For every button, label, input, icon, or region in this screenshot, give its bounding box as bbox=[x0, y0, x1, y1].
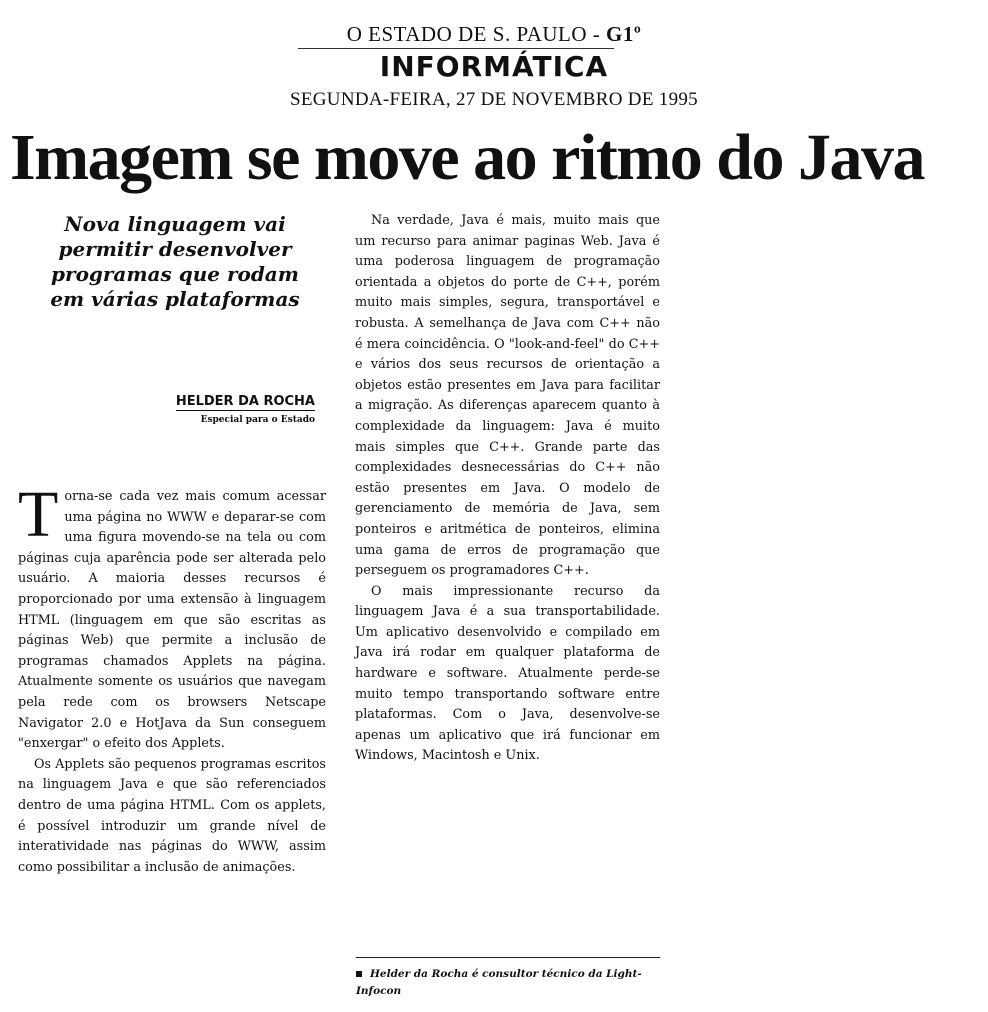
deck-line: permitir desenvolver bbox=[58, 237, 292, 261]
section-title: INFORMÁTICA bbox=[379, 50, 609, 83]
publication-date: SEGUNDA-FEIRA, 27 DE NOVEMBRO DE 1995 bbox=[290, 89, 698, 110]
newspaper-name: O ESTADO DE S. PAULO - bbox=[346, 22, 601, 46]
deck-line: em várias plataformas bbox=[50, 287, 300, 311]
header-rule bbox=[298, 48, 614, 49]
square-bullet-icon bbox=[356, 971, 362, 977]
deck-line: Nova linguagem vai bbox=[64, 212, 286, 236]
article-deck bbox=[30, 212, 320, 312]
article-paragraph: O mais impressionante recurso da linguagem Java é a sua transportabilidade. Um aplicativo desenvolvido e compilado em Java irá rodar em qualquer plataforma de hardware e software. Atualmente perde-se muito tempo transportando software entre plataformas. Com o Java, desenvolve-se apenas um aplicativo que irá funcionar em Windows, Macintosh e Unix. bbox=[355, 583, 660, 764]
article-column-right bbox=[355, 211, 660, 767]
deck-line: programas que rodam bbox=[51, 262, 299, 286]
article-paragraph: Os Applets são pequenos programas escritos na linguagem Java e que são referenciados dentro de uma página HTML. Com os applets, é possível introduzir um grande nível de interatividade nas páginas do WWW, assim como possibilitar a inclusão de animações. bbox=[18, 756, 326, 875]
footnote-rule bbox=[356, 957, 660, 958]
article-headline: Imagem se move ao ritmo do Java bbox=[10, 121, 924, 194]
author-credit: Especial para o Estado bbox=[200, 415, 315, 425]
page-number: G1º bbox=[606, 22, 642, 46]
article-paragraph bbox=[18, 478, 326, 755]
author-name: HELDER DA ROCHA bbox=[175, 394, 315, 409]
author-footnote bbox=[356, 966, 662, 1000]
drop-cap: T bbox=[18, 478, 59, 551]
article-column-left bbox=[18, 478, 326, 878]
footnote-text: Helder da Rocha é consultor técnico da Light-Infocon bbox=[356, 968, 642, 997]
byline bbox=[60, 390, 315, 425]
article-paragraph: Na verdade, Java é mais, muito mais que um recurso para animar paginas Web. Java é uma poderosa linguagem de programação orientada a objetos do porte de C++, porém muito mais simples, segura, transportável e robusta. A semelhança de Java com C++ não é mera coincidência. O "look-and-feel" do C++ e vários dos seus recursos de orientação a objetos estão presentes em Java para facilitar a migração. As diferenças aparecem quanto à complexidade da linguagem: Java é muito mais simples que C++. Grande parte das complexidades desnecessárias do C++ não estão presentes em Java. O modelo de gerenciamento de memória de Java, sem ponteiros e aritmética de ponteiros, elimina uma gama de erros de programação que perseguem os programadores C++. bbox=[355, 213, 660, 579]
paragraph-text: orna-se cada vez mais comum acessar uma página no WWW e deparar-se com uma figura movendo-se na tela ou com páginas cuja aparência pode ser alterada pelo usuário. A maioria desses recursos é proporcionado por uma extensão à linguagem HTML (linguagem em que são escritas as páginas Web) que permite a inclusão de programas chamados Applets na página. Atualmente somente os usuários que navegam pela rede com os browsers Netscape Navigator 2.0 e HotJava da Sun conseguem "enxergar" o efeito dos Applets. bbox=[18, 489, 326, 752]
newspaper-header bbox=[0, 22, 988, 47]
